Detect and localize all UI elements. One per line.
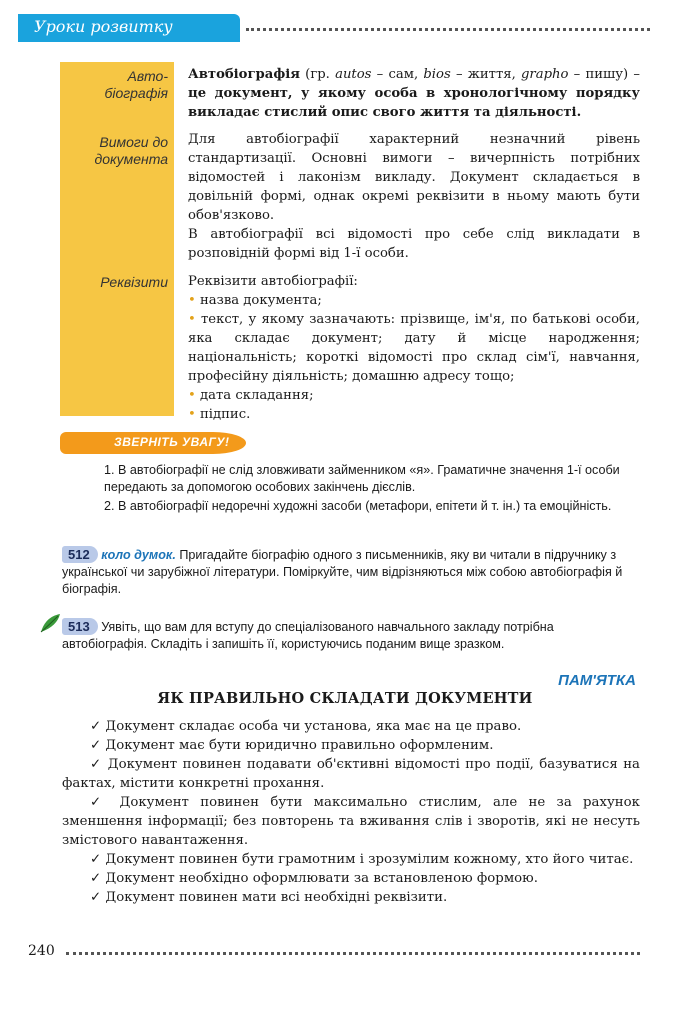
exercise-number: 513 bbox=[62, 618, 98, 635]
note-item: 2. В автобіографії недоречні художні засоби (метафори, епітети й т. ін.) та емоційність. bbox=[104, 499, 612, 513]
memo-title: ЯК ПРАВИЛЬНО СКЛАДАТИ ДОКУМЕНТИ bbox=[157, 690, 533, 707]
exercise-number: 512 bbox=[62, 546, 98, 563]
check-icon: ✓ bbox=[90, 871, 102, 886]
etymology-text: – пишу) – bbox=[568, 67, 640, 82]
memo-item-text: Документ повинен бути максимально стислим, але не за рахунок зменшення інформації; без повторень та вживання слів і зворотів, які не несуть змістового навантаження. bbox=[62, 795, 640, 848]
etymology-word: autos bbox=[335, 67, 372, 82]
requisites-intro: Реквізити автобіографії: bbox=[188, 274, 358, 289]
list-item-text: дата складання; bbox=[199, 388, 314, 403]
note-item: 1. В автобіографії не слід зловживати займенником «я». Граматичне значення 1-ї особи передають за допомогою особових закінчень дієслів. bbox=[104, 463, 620, 494]
list-item bbox=[188, 291, 640, 310]
bullet-icon: • bbox=[188, 312, 202, 327]
list-item bbox=[188, 405, 640, 424]
etymology-word: bios bbox=[423, 67, 451, 82]
memo-item-text: Документ повинен бути грамотним і зрозумілим кожному, хто його читає. bbox=[105, 852, 634, 867]
section-title: Уроки розвитку мовлення bbox=[34, 17, 173, 55]
leaf-icon bbox=[38, 612, 64, 634]
terms-column bbox=[60, 62, 174, 416]
memo-list bbox=[62, 717, 640, 907]
attention-notes bbox=[104, 462, 640, 517]
exercise-tag: коло думок. bbox=[101, 548, 176, 562]
check-icon: ✓ bbox=[90, 795, 109, 810]
bullet-icon: • bbox=[188, 388, 200, 403]
exercise-512 bbox=[62, 546, 640, 598]
requisites-list bbox=[188, 272, 640, 424]
page-number: 240 bbox=[28, 943, 55, 959]
check-icon: ✓ bbox=[90, 890, 102, 905]
list-item-text: текст, у якому зазначають: прізвище, ім'я, по батькові особи, яка складає документ; дату й місце народження; національність; короткі відомості про склад сім'ї, навчання, професійну діяльність; домашню адресу тощо; bbox=[188, 312, 640, 384]
exercise-text: Уявіть, що вам для вступу до спеціалізованого навчального закладу потрібна автобіографія. Складіть і запишіть її, користуючись поданим вище зразком. bbox=[62, 620, 554, 651]
memo-item bbox=[62, 793, 640, 850]
term-requisites: Реквізити bbox=[100, 274, 168, 290]
requirements-paragraph: В автобіографії всі відомості про себе слід викладати в розповідній формі від 1-ї особи. bbox=[188, 227, 640, 261]
memo-item bbox=[62, 888, 640, 907]
term-autobiography: Авто- біографія bbox=[104, 68, 168, 101]
list-item-text: назва документа; bbox=[199, 293, 322, 308]
memo-item-text: Документ повинен подавати об'єктивні відомості про події, базуватися на фактах, містити конкретні прохання. bbox=[62, 757, 640, 791]
memo-item-text: Документ повинен мати всі необхідні реквізити. bbox=[105, 890, 448, 905]
list-item bbox=[188, 386, 640, 405]
etymology-text: – життя, bbox=[450, 67, 521, 82]
bullet-icon: • bbox=[188, 293, 200, 308]
attention-banner bbox=[60, 432, 246, 454]
list-item bbox=[188, 310, 640, 386]
attention-label: ЗВЕРНІТЬ УВАГУ! bbox=[114, 435, 230, 449]
check-icon: ✓ bbox=[90, 852, 102, 867]
memo-item-text: Документ має бути юридично правильно оформленим. bbox=[105, 738, 494, 753]
list-item-text: підпис. bbox=[199, 407, 251, 422]
check-icon: ✓ bbox=[90, 757, 103, 772]
memo-item bbox=[62, 717, 640, 736]
header-divider bbox=[246, 28, 650, 31]
bullet-icon: • bbox=[188, 407, 200, 422]
etymology-text: (гр. bbox=[299, 67, 336, 82]
requirements-text bbox=[188, 130, 640, 263]
definition-text: це документ, у якому особа в хронологічному порядку викладає стислий опис свого життя та діяльності. bbox=[188, 86, 640, 120]
footer-divider bbox=[66, 952, 640, 955]
memo-item-text: Документ необхідно оформлювати за встановленою формою. bbox=[105, 871, 538, 886]
etymology-text: – сам, bbox=[371, 67, 424, 82]
term-requirements: Вимоги до документа bbox=[94, 134, 168, 167]
exercise-513 bbox=[62, 618, 640, 653]
check-icon: ✓ bbox=[90, 719, 102, 734]
memo-item bbox=[62, 869, 640, 888]
memo-item bbox=[62, 736, 640, 755]
etymology-word: grapho bbox=[520, 67, 569, 82]
memo-item bbox=[62, 850, 640, 869]
requirements-paragraph: Для автобіографії характерний незначний рівень стандартизації. Основні вимоги – вичерпність потрібних відомостей і лаконізм викладу. Документ складається в довільній формі, однак окремі реквізити в ньому мають бути обов'язково. bbox=[188, 132, 640, 223]
memo-item-text: Документ складає особа чи установа, яка має на це право. bbox=[105, 719, 522, 734]
section-header bbox=[18, 14, 240, 55]
exercise-text: Пригадайте біографію одного з письменників, яку ви читали в підручнику з української чи зарубіжної літератури. Поміркуйте, чим відрізняються між собою автобіографія й біографія. bbox=[62, 548, 623, 596]
autobiography-definition bbox=[188, 65, 640, 122]
memo-item bbox=[62, 755, 640, 793]
term-heading: Автобіографія bbox=[188, 67, 300, 82]
check-icon: ✓ bbox=[90, 738, 102, 753]
memo-tag: ПАМ'ЯТКА bbox=[558, 672, 636, 689]
